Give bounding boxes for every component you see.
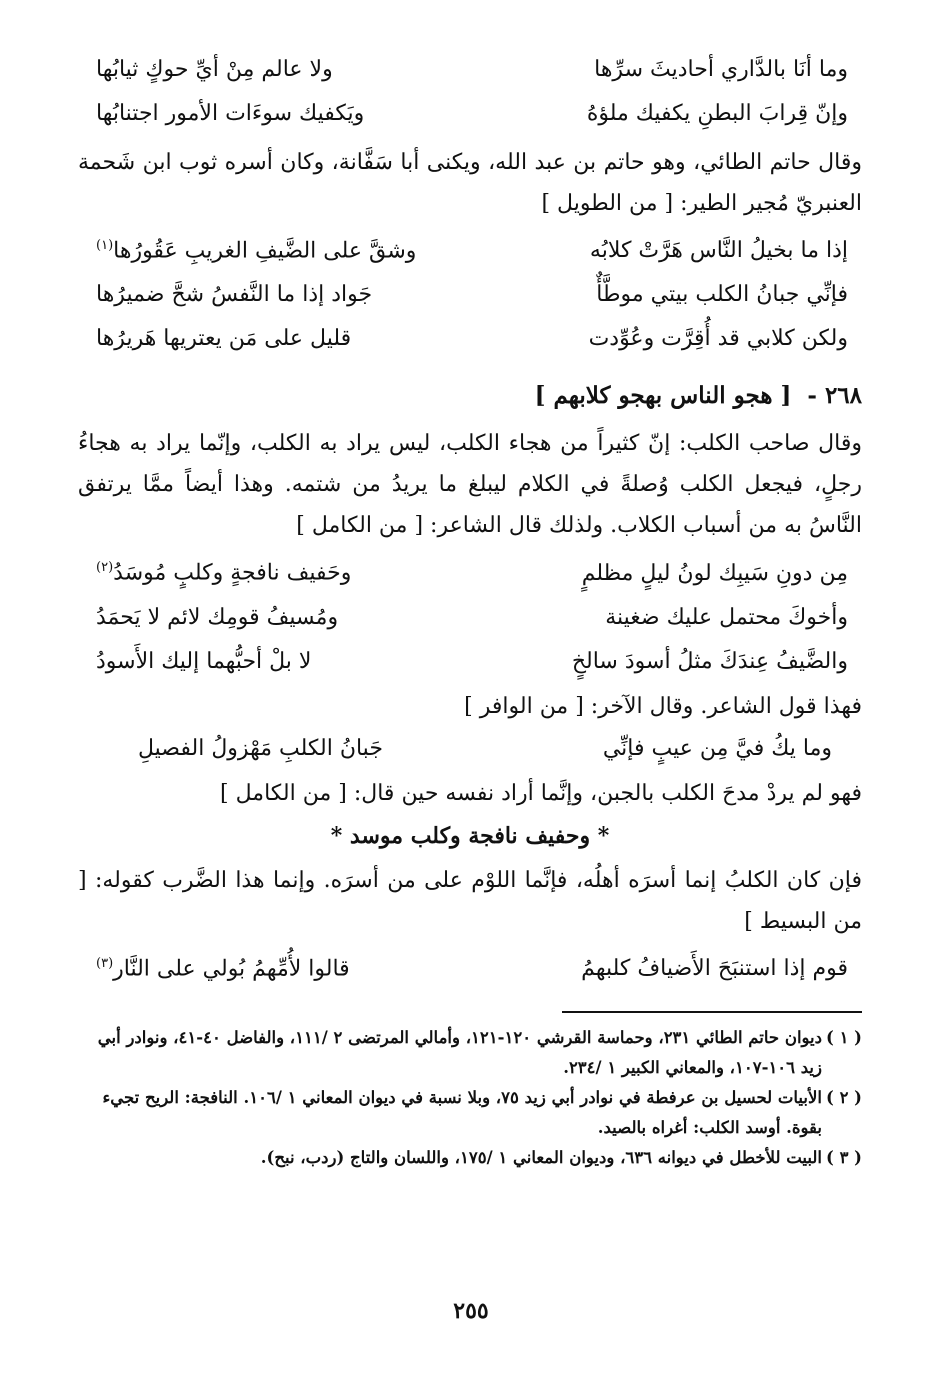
hemistich-text: قالوا لأُمِّهمُ بُولي على النَّار bbox=[113, 955, 350, 981]
footnote-text: البيت للأخطل في ديوانه ٦٣٦، وديوان المعاني ١ /١٧٥، واللسان والتاج (ردب، نبح). bbox=[260, 1147, 822, 1167]
hemistich-second: ولا عالم مِنْ أيِّ حوكٍ ثيابُها bbox=[96, 57, 333, 82]
verse-line bbox=[78, 92, 862, 136]
verse-line bbox=[78, 48, 862, 92]
hemistich-first: والضَّيفُ عِندَكَ مثلُ أسودَ سالخٍ bbox=[571, 648, 848, 674]
hemistich-first: قوم إذا استنبَحَ الأَضيافُ كلبهمُ bbox=[581, 955, 848, 981]
footnote-marker: (٣) bbox=[96, 955, 114, 971]
verse-line bbox=[78, 596, 862, 640]
footnote-number: ( ١ ) bbox=[826, 1027, 862, 1047]
hemistich-second: قليل على مَن يعتريها هَريرُها bbox=[96, 326, 352, 352]
hemistich-first: مِن دونِ سَيبِك لونُ ليلٍ مظلمٍ bbox=[581, 560, 848, 586]
page-number: ٢٥٥ bbox=[453, 1298, 489, 1324]
section-title: [ هجو الناس بهجو كلابهم ] bbox=[534, 382, 792, 410]
hemistich-first: وإنّ قِرابَ البطنِ يكفيك ملؤهُ bbox=[586, 101, 848, 126]
footnote bbox=[78, 1083, 862, 1143]
quoted-hemistich: * وحفيف نافجة وكلب موسد * bbox=[330, 822, 610, 849]
footnotes bbox=[78, 1023, 862, 1173]
paragraph-blame: فإن كان الكلبُ إنما أسرَه أهلُه، فإنَّما اللوْم على من أسرَه. وإنما هذا الضَّرب كقوله: [ من البسيط ] bbox=[78, 867, 862, 934]
verse-line bbox=[78, 640, 862, 684]
verse-line bbox=[78, 942, 862, 991]
hemistich-second: جَبانُ الكلبِ مَهْزولُ الفصيلِ bbox=[138, 735, 383, 761]
hemistich-second: ومُسيفُ قومِك لائم لا يَحمَدُ bbox=[96, 604, 339, 630]
footnote-number: ( ٢ ) bbox=[826, 1087, 862, 1107]
hemistich-first: وما أنَا بالدَّاري أحاديثَ سرِّها bbox=[594, 57, 848, 82]
page-body bbox=[78, 48, 862, 1173]
footnote bbox=[78, 1143, 862, 1173]
section-number: ٢٦٨ - bbox=[807, 382, 862, 410]
hemistich-first: ولكن كلابي قد أُقِرَّت وعُوِّدت bbox=[588, 326, 848, 352]
paragraph-dog-satire: وقال صاحب الكلب: إنّ كثيراً من هجاء الكلب، ليس يراد به الكلب، وإنّما يراد به هجاءُ رجلٍ، فيجعل الكلب وُصلةً في الكلام ليبلغ ما يريدُ من شتمه. وهذا أيضاً ممَّا يرتفق النَّاسُ به من أسباب الكلاب. ولذلك قال الشاعر: [ من الكامل ] bbox=[78, 431, 862, 539]
hemistich-second bbox=[96, 224, 416, 273]
footnote-number: ( ٣ ) bbox=[826, 1147, 862, 1167]
hemistich-second: جَواد إذا ما النَّفسُ شحَّ ضميرُها bbox=[96, 282, 373, 308]
footnote-marker: (١) bbox=[96, 238, 114, 253]
hemistich-second: ويَكفيك سوءَات الأمور اجتنابُها bbox=[96, 101, 365, 126]
paragraph-self-reference: فهو لم يردْ مدحَ الكلب بالجبن، وإنَّما أراد نفسه حين قال: [ من الكامل ] bbox=[220, 780, 862, 806]
hemistich-text: وشقَّ على الضَّيفِ الغريبِ عَقُورُها bbox=[113, 238, 417, 264]
footnote-text: الأبيات لحسيل بن عرفطة في نوادر أبي زيد ٧٥، وبلا نسبة في ديوان المعاني ١ /١٠٦. النافجة: الريح تجيء بقوة. أوسد الكلب: أغراه بالصيد. bbox=[102, 1087, 822, 1137]
verse-line bbox=[78, 273, 862, 317]
verse-line bbox=[78, 727, 862, 771]
section-heading bbox=[78, 373, 862, 419]
footnote bbox=[78, 1023, 862, 1083]
hemistich-first: فإنِّي جبانُ الكلب بيتي موطَّأٌ bbox=[596, 282, 848, 308]
verse-line bbox=[78, 317, 862, 361]
footnote-text: ديوان حاتم الطائي ٢٣١، وحماسة القرشي ١٢٠-١٢١، وأمالي المرتضى ٢ /١١١، والفاضل ٤٠-٤١، ونوادر أبي زيد ١٠٦-١٠٧، والمعاني الكبير ١ /٢٣٤. bbox=[97, 1027, 822, 1077]
hemistich-first: وأخوكَ محتمل عليك ضغينة bbox=[605, 604, 848, 630]
hemistich-first: إذا ما بخيلُ النَّاس هَرَّتْ كلابُه bbox=[589, 238, 848, 264]
verse-line bbox=[78, 546, 862, 595]
hemistich-second bbox=[96, 546, 351, 595]
hemistich-first: وما يكُ فيَّ مِن عيبٍ فإنِّي bbox=[602, 735, 832, 761]
paragraph-another-poet: فهذا قول الشاعر. وقال الآخر: [ من الوافر ] bbox=[464, 693, 862, 719]
verse-line bbox=[78, 224, 862, 273]
hemistich-second: لا بلْ أحبُّهما إليك الأَسودُ bbox=[96, 648, 312, 674]
footnote-marker: (٢) bbox=[96, 560, 114, 576]
hemistich-second bbox=[96, 942, 350, 991]
paragraph-hatim-intro: وقال حاتم الطائي، وهو حاتم بن عبد الله، ويكنى أبا سَفَّانة، وكان أسره ثوب ابن شَحمة العنبريّ مُجير الطير: [ من الطويل ] bbox=[78, 150, 862, 216]
footnote-separator bbox=[562, 1011, 862, 1013]
hemistich-text: وحَفيف نافجةٍ وكلبٍ مُوسَدُ bbox=[113, 560, 352, 586]
